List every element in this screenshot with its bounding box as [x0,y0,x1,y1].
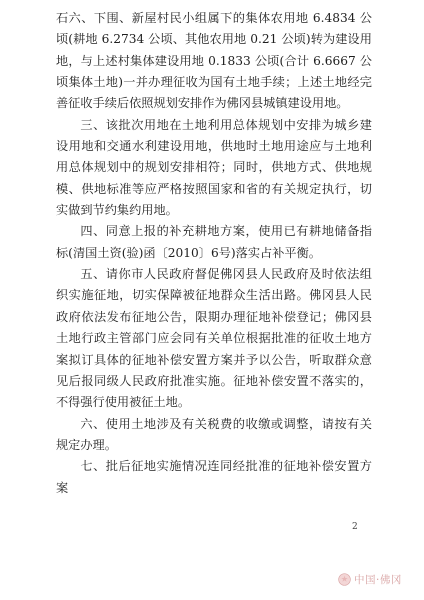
site-watermark [338,572,402,587]
paragraph-4: 四、同意上报的补充耕地方案，使用已有耕地储备指标(清国土资(验)函〔2010〕6号)落实占补平衡。 [56,224,372,260]
paragraph-6: 六、使用土地涉及有关税费的收缴或调整，请按有关规定办理。 [56,416,372,452]
paragraph-7: 七、批后征地实施情况连同经批准的征地补偿安置方案 [56,459,372,495]
paragraph-3: 三、该批次用地在土地利用总体规划中安排为城乡建设用地和交通水利建设用地，供地时土地用途应与土地利用总体规划中的规划安排相符；同时，供地方式、供地规模、供地标准等应严格按照国家和省的有关规定执行，切实做到节约集约用地。 [56,117,372,218]
paragraph-5: 五、请你市人民政府督促佛冈县人民政府及时依法组织实施征地，切实保障被征地群众生活出路。佛冈县人民政府依法发布征地公告，限期办理征地补偿登记；佛冈县土地行政主管部门应会同有关单位根据批准的征收土地方案拟订具体的征地补偿安置方案并予以公告，听取群众意见后报同级人民政府批准实施。征地补偿安置不落实的，不得强行使用被征土地。 [56,267,372,410]
watermark-text: 中国·佛冈 [354,574,402,586]
national-emblem-icon [338,573,351,586]
body-text [56,8,372,499]
paragraph-continued: 石六、下围、新屋村民小组属下的集体农用地 6.4834 公顷(耕地 6.2734 公顷、其他农用地 0.21 公顷)转为建设用地，与上述村集体建设用地 0.1833 公顷(合计 6.6667 公顷集体土地)一并办理征收为国有土地手续；上述土地经完善征收手续后依照规划安排作为佛冈县城镇建设用地。 [56,11,372,111]
page-number: 2 [352,522,358,532]
